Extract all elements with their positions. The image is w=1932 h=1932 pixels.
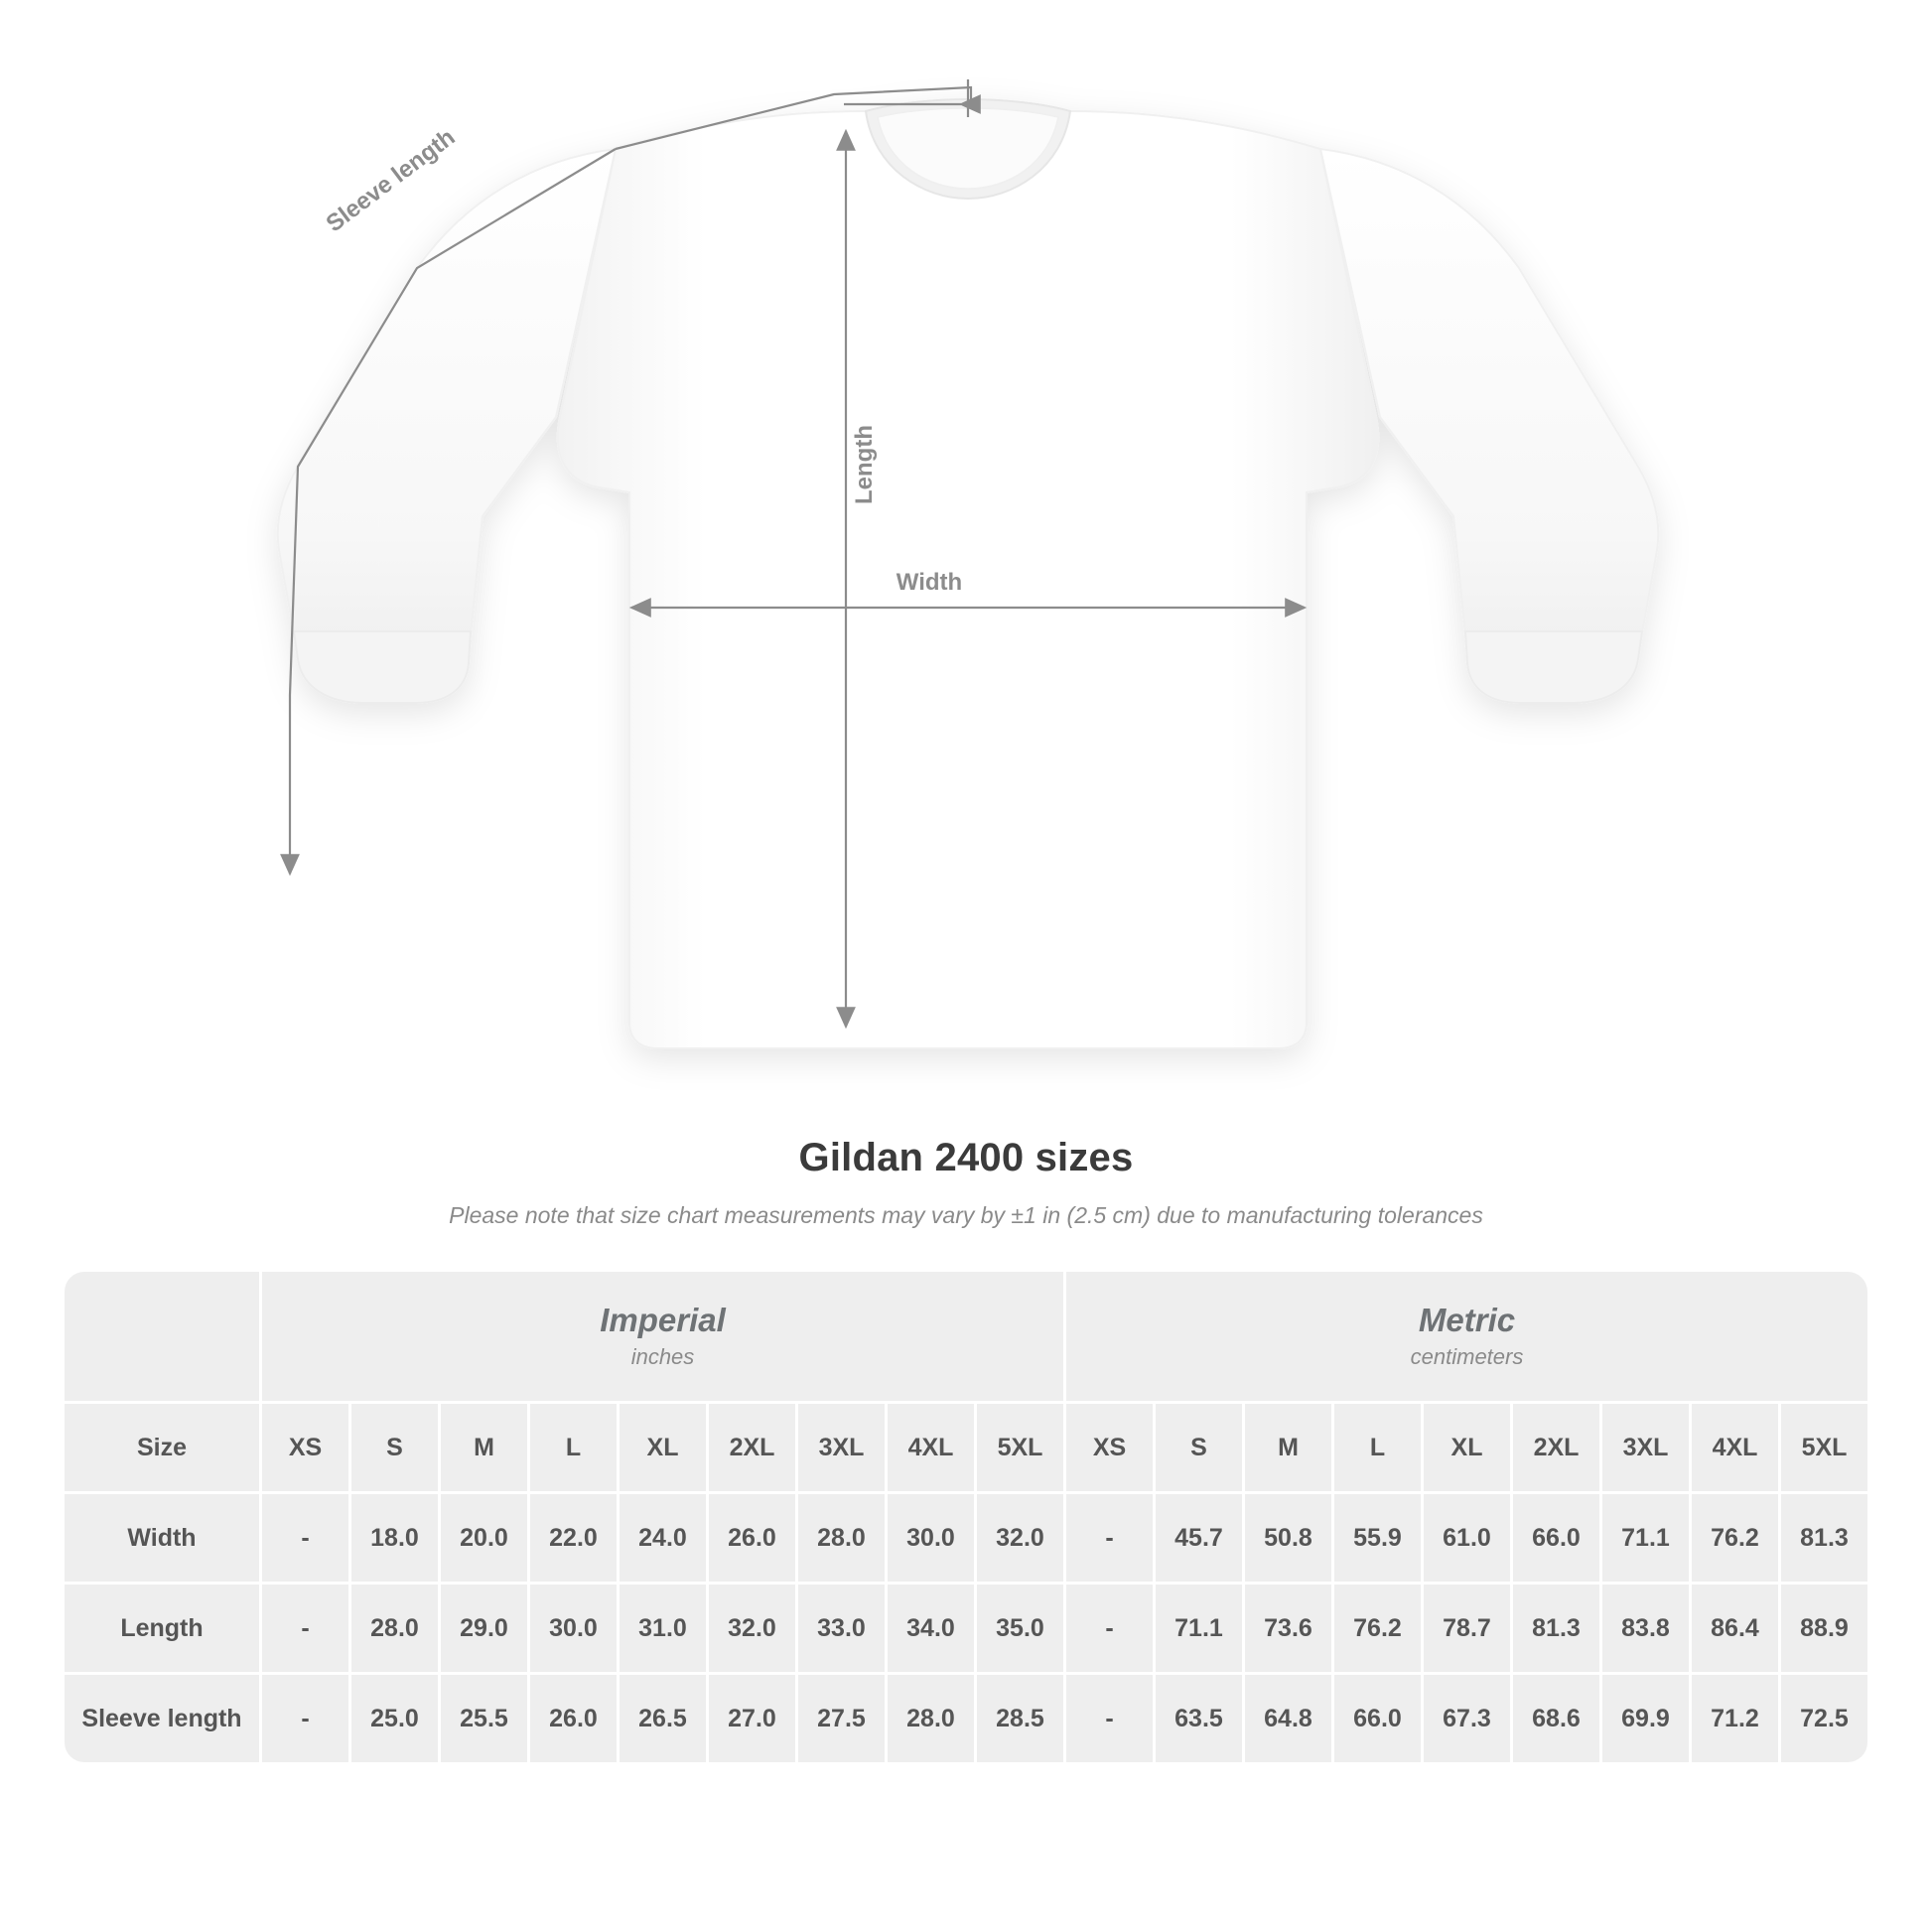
- size-header-imperial-s: S: [351, 1404, 438, 1491]
- cell-sleeve-imperial-4xl: 28.0: [888, 1675, 974, 1762]
- cell-sleeve-imperial-xl: 26.5: [620, 1675, 706, 1762]
- cell-width-imperial-m: 20.0: [441, 1494, 527, 1582]
- size-header-metric-xs: XS: [1066, 1404, 1153, 1491]
- cell-length-metric-4xl: 86.4: [1692, 1585, 1778, 1672]
- measurement-note: Please note that size chart measurements may vary by ±1 in (2.5 cm) due to manufacturing tolerances: [449, 1202, 1483, 1228]
- cell-length-metric-s: 71.1: [1156, 1585, 1242, 1672]
- unit-header-corner: [65, 1272, 259, 1401]
- cell-sleeve-imperial-m: 25.5: [441, 1675, 527, 1762]
- table-row: [65, 1494, 1867, 1582]
- svg-text:Length: Length: [851, 425, 878, 504]
- unit-name-imperial: Imperial: [600, 1301, 726, 1338]
- size-header-imperial-xl: XL: [620, 1404, 706, 1491]
- cell-length-imperial-m: 29.0: [441, 1585, 527, 1672]
- cell-sleeve-imperial-l: 26.0: [530, 1675, 617, 1762]
- size-header-imperial-l: L: [530, 1404, 617, 1491]
- page-title: Gildan 2400 sizes: [798, 1136, 1134, 1179]
- cell-width-imperial-xs: -: [262, 1494, 348, 1582]
- size-header-metric-5xl: 5XL: [1781, 1404, 1867, 1491]
- cell-width-metric-2xl: 66.0: [1513, 1494, 1599, 1582]
- svg-text:Sleeve length: Sleeve length: [321, 123, 461, 238]
- cell-width-metric-xl: 61.0: [1424, 1494, 1510, 1582]
- label-sleeve-length: [322, 124, 461, 238]
- cell-width-imperial-4xl: 30.0: [888, 1494, 974, 1582]
- unit-sub-imperial: inches: [630, 1344, 695, 1370]
- table-size-header-row: [65, 1404, 1867, 1491]
- cell-sleeve-metric-l: 66.0: [1334, 1675, 1421, 1762]
- cell-sleeve-metric-m: 64.8: [1245, 1675, 1331, 1762]
- size-table-wrapper: [62, 1269, 1870, 1765]
- cell-sleeve-metric-xs: -: [1066, 1675, 1153, 1762]
- table-row: [65, 1585, 1867, 1672]
- cell-sleeve-metric-xl: 67.3: [1424, 1675, 1510, 1762]
- unit-header-imperial: [262, 1272, 1063, 1401]
- svg-text:Width: Width: [896, 569, 963, 596]
- title-block: [0, 1136, 1932, 1229]
- size-header-imperial-xs: XS: [262, 1404, 348, 1491]
- unit-header-metric: [1066, 1272, 1867, 1401]
- cell-sleeve-imperial-xs: -: [262, 1675, 348, 1762]
- cell-length-imperial-xl: 31.0: [620, 1585, 706, 1672]
- size-header-metric-2xl: 2XL: [1513, 1404, 1599, 1491]
- cell-width-metric-5xl: 81.3: [1781, 1494, 1867, 1582]
- size-label-header: Size: [65, 1404, 259, 1491]
- cell-sleeve-metric-3xl: 69.9: [1602, 1675, 1689, 1762]
- cell-length-imperial-4xl: 34.0: [888, 1585, 974, 1672]
- cell-length-metric-3xl: 83.8: [1602, 1585, 1689, 1672]
- cell-length-metric-xs: -: [1066, 1585, 1153, 1672]
- row-label-length: Length: [65, 1585, 259, 1672]
- cell-length-imperial-l: 30.0: [530, 1585, 617, 1672]
- size-header-imperial-3xl: 3XL: [798, 1404, 885, 1491]
- cell-length-metric-xl: 78.7: [1424, 1585, 1510, 1672]
- size-header-imperial-m: M: [441, 1404, 527, 1491]
- size-header-imperial-2xl: 2XL: [709, 1404, 795, 1491]
- row-label-sleeve-length: Sleeve length: [65, 1675, 259, 1762]
- row-label-width: Width: [65, 1494, 259, 1582]
- cell-sleeve-imperial-2xl: 27.0: [709, 1675, 795, 1762]
- cell-width-metric-4xl: 76.2: [1692, 1494, 1778, 1582]
- label-length: [851, 425, 878, 504]
- cell-sleeve-metric-s: 63.5: [1156, 1675, 1242, 1762]
- size-header-metric-l: L: [1334, 1404, 1421, 1491]
- cell-sleeve-metric-5xl: 72.5: [1781, 1675, 1867, 1762]
- cell-length-imperial-xs: -: [262, 1585, 348, 1672]
- cell-length-imperial-s: 28.0: [351, 1585, 438, 1672]
- cell-width-imperial-l: 22.0: [530, 1494, 617, 1582]
- cell-width-metric-m: 50.8: [1245, 1494, 1331, 1582]
- cell-length-metric-5xl: 88.9: [1781, 1585, 1867, 1672]
- cell-width-metric-l: 55.9: [1334, 1494, 1421, 1582]
- cell-length-imperial-2xl: 32.0: [709, 1585, 795, 1672]
- size-table: [62, 1269, 1870, 1765]
- cell-width-imperial-5xl: 32.0: [977, 1494, 1063, 1582]
- unit-name-metric: Metric: [1418, 1301, 1516, 1338]
- size-header-metric-s: S: [1156, 1404, 1242, 1491]
- cell-width-metric-3xl: 71.1: [1602, 1494, 1689, 1582]
- cell-width-imperial-2xl: 26.0: [709, 1494, 795, 1582]
- unit-sub-metric: centimeters: [1410, 1344, 1524, 1370]
- cell-sleeve-imperial-s: 25.0: [351, 1675, 438, 1762]
- size-header-imperial-5xl: 5XL: [977, 1404, 1063, 1491]
- cell-width-imperial-s: 18.0: [351, 1494, 438, 1582]
- cell-width-metric-s: 45.7: [1156, 1494, 1242, 1582]
- table-unit-header-row: [65, 1272, 1867, 1401]
- cell-sleeve-imperial-3xl: 27.5: [798, 1675, 885, 1762]
- label-width: [874, 566, 985, 598]
- cell-length-metric-2xl: 81.3: [1513, 1585, 1599, 1672]
- cell-length-metric-m: 73.6: [1245, 1585, 1331, 1672]
- cell-width-imperial-3xl: 28.0: [798, 1494, 885, 1582]
- cell-sleeve-metric-2xl: 68.6: [1513, 1675, 1599, 1762]
- cell-length-imperial-3xl: 33.0: [798, 1585, 885, 1672]
- size-header-metric-m: M: [1245, 1404, 1331, 1491]
- cell-sleeve-imperial-5xl: 28.5: [977, 1675, 1063, 1762]
- size-header-imperial-4xl: 4XL: [888, 1404, 974, 1491]
- cell-width-metric-xs: -: [1066, 1494, 1153, 1582]
- size-header-metric-3xl: 3XL: [1602, 1404, 1689, 1491]
- table-row: [65, 1675, 1867, 1762]
- size-header-metric-4xl: 4XL: [1692, 1404, 1778, 1491]
- cell-width-imperial-xl: 24.0: [620, 1494, 706, 1582]
- cell-length-imperial-5xl: 35.0: [977, 1585, 1063, 1672]
- size-header-metric-xl: XL: [1424, 1404, 1510, 1491]
- cell-sleeve-metric-4xl: 71.2: [1692, 1675, 1778, 1762]
- cell-length-metric-l: 76.2: [1334, 1585, 1421, 1672]
